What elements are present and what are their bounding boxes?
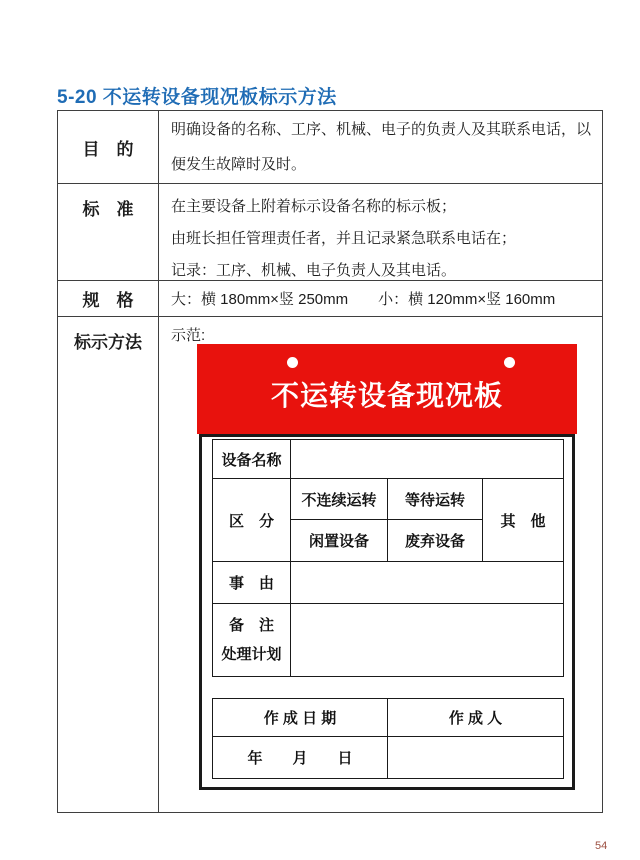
author-label: 作 成 人 xyxy=(388,699,564,737)
category-option-scrapped: 废弃设备 xyxy=(388,520,483,562)
author-value-cell xyxy=(388,737,564,779)
signboard-body xyxy=(199,434,575,790)
spec-label: 规 格 xyxy=(58,281,159,316)
standard-line-2: 由班长担任管理责任者，并且记录紧急联系电话在； xyxy=(171,230,517,247)
standard-text xyxy=(159,184,602,280)
category-option-waiting: 等待运转 xyxy=(388,479,483,520)
standard-line-1: 在主要设备上附着标示设备名称的标示板； xyxy=(171,198,457,215)
date-label: 作 成 日 期 xyxy=(213,699,388,737)
standard-label: 标 准 xyxy=(58,184,159,280)
banner-hole-left-icon xyxy=(287,357,298,368)
demo-label: 示范: xyxy=(171,327,206,344)
standard-line-3: 记录：工序、机械、电子负责人及其电话。 xyxy=(171,262,457,279)
purpose-label: 目 的 xyxy=(58,111,159,183)
row-purpose xyxy=(58,111,602,184)
page-title: 5-20 不运转设备现况板标示方法 xyxy=(57,87,337,108)
remark-label xyxy=(213,604,291,677)
remark-label-line-2: 处理计划 xyxy=(221,646,282,663)
reason-label: 事 由 xyxy=(213,562,291,604)
row-method xyxy=(58,317,602,812)
category-option-other: 其 他 xyxy=(483,479,564,562)
purpose-line-1: 明确设备的名称、工序、机械、电子的负责人及其联系电话，以 xyxy=(171,121,592,138)
remark-value-cell xyxy=(291,604,564,677)
signboard-form-table xyxy=(212,439,564,677)
category-option-idle: 闲置设备 xyxy=(291,520,388,562)
reason-value-cell xyxy=(291,562,564,604)
device-name-value-cell xyxy=(291,440,564,479)
purpose-text xyxy=(159,111,602,183)
remark-label-line-1: 备 注 xyxy=(228,617,274,634)
category-label: 区 分 xyxy=(213,479,291,562)
signboard-banner xyxy=(197,344,577,434)
purpose-line-2: 便发生故障时及时。 xyxy=(171,156,307,173)
category-option-intermittent: 不连续运转 xyxy=(291,479,388,520)
signboard-footer-table xyxy=(212,698,564,779)
spec-text: 大：横 180mm×竖 250mm 小：横 120mm×竖 160mm xyxy=(171,291,556,308)
banner-hole-right-icon xyxy=(504,357,515,368)
method-demo-area xyxy=(159,317,602,812)
method-spec-table xyxy=(57,110,603,813)
signboard-title: 不运转设备现况板 xyxy=(270,380,503,411)
method-label: 标示方法 xyxy=(58,317,159,812)
row-standard xyxy=(58,184,602,281)
row-spec xyxy=(58,281,602,317)
page-number: 54 xyxy=(595,840,608,852)
ymd-label: 年 月 日 xyxy=(213,737,388,779)
device-name-label: 设备名称 xyxy=(213,440,291,479)
